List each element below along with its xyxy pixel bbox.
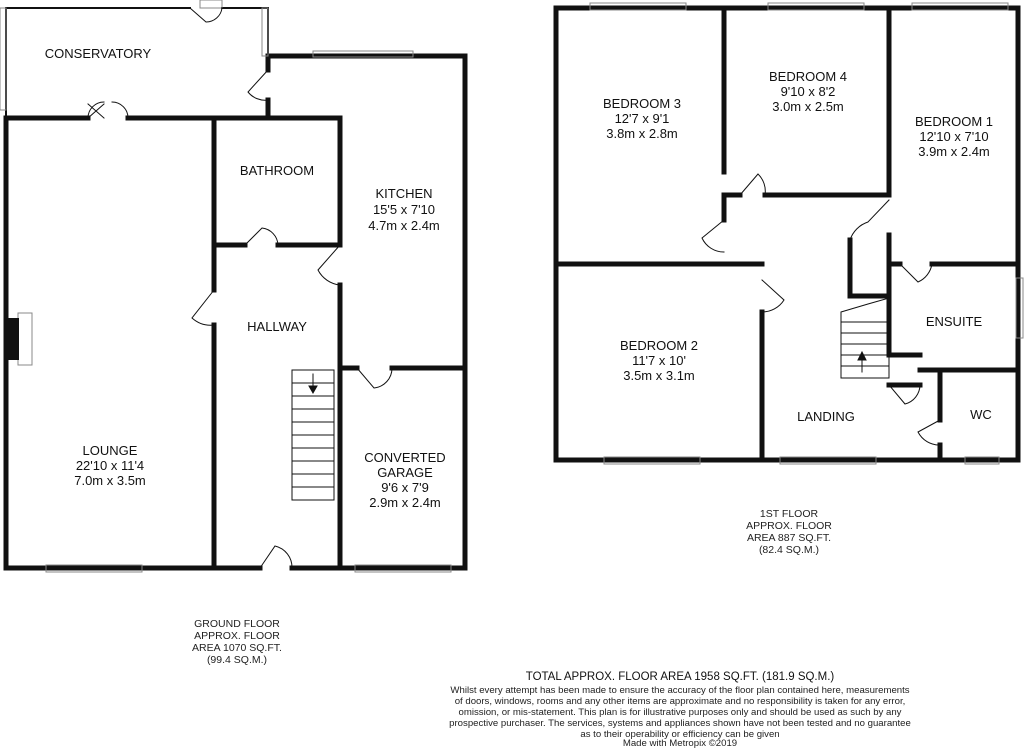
room-name-bathroom: BATHROOM bbox=[239, 163, 315, 178]
total-floor-area: TOTAL APPROX. FLOOR AREA 1958 SQ.FT. (181.9 SQ.M.) bbox=[525, 671, 835, 683]
fireplace bbox=[8, 318, 19, 360]
room-name-bedroom3: BEDROOM 3 bbox=[602, 96, 682, 111]
first-floor-caption bbox=[746, 508, 832, 556]
ground-caption-line2: APPROX. FLOOR bbox=[194, 630, 280, 642]
ground-floor-caption bbox=[192, 618, 282, 666]
first-caption-line1: 1ST FLOOR bbox=[759, 508, 819, 520]
room-name-lounge: LOUNGE bbox=[82, 443, 138, 458]
room-name-bedroom1: BEDROOM 1 bbox=[914, 114, 994, 129]
disclaimer-line2: of doors, windows, rooms and any other items are approximate and no responsibility is taken for any error, bbox=[454, 696, 906, 707]
ground-caption-line1: GROUND FLOOR bbox=[194, 618, 280, 630]
footer bbox=[449, 671, 911, 748]
room-dims-metric-bedroom3: 3.8m x 2.8m bbox=[606, 126, 678, 141]
room-dims-imperial-garage: 9'6 x 7'9 bbox=[381, 480, 429, 495]
room-dims-imperial-bedroom4: 9'10 x 8'2 bbox=[780, 84, 836, 99]
room-dims-imperial-bedroom3: 12'7 x 9'1 bbox=[614, 111, 670, 126]
first-caption-line4: (82.4 SQ.M.) bbox=[758, 544, 820, 556]
disclaimer-line1: Whilst every attempt has been made to ensure the accuracy of the floor plan contained here, measurements bbox=[450, 685, 910, 696]
first-caption-line2: APPROX. FLOOR bbox=[746, 520, 832, 532]
room-name-bedroom4: BEDROOM 4 bbox=[768, 69, 848, 84]
first-floor-doors bbox=[702, 174, 940, 445]
room-name-ensuite: ENSUITE bbox=[925, 314, 983, 329]
metropix-credit: Made with Metropix ©2019 bbox=[622, 738, 738, 748]
room-name-bedroom2: BEDROOM 2 bbox=[619, 338, 699, 353]
disclaimer-line5: as to their operability or efficiency can be given bbox=[580, 729, 780, 740]
room-dims-imperial-bedroom1: 12'10 x 7'10 bbox=[919, 129, 989, 144]
room-dims-imperial-bedroom2: 11'7 x 10' bbox=[632, 353, 686, 368]
room-name-garage-line2: GARAGE bbox=[377, 465, 433, 480]
ground-caption-line4: (99.4 SQ.M.) bbox=[206, 654, 268, 666]
room-name-garage-line1: CONVERTED bbox=[364, 450, 446, 465]
room-dims-imperial-lounge: 22'10 x 11'4 bbox=[75, 458, 145, 473]
room-name-landing: LANDING bbox=[797, 409, 855, 424]
room-dims-metric-bedroom4: 3.0m x 2.5m bbox=[772, 99, 844, 114]
first-floor-stairs bbox=[841, 298, 889, 378]
room-dims-metric-bedroom2: 3.5m x 3.1m bbox=[623, 368, 695, 383]
room-name-kitchen: KITCHEN bbox=[375, 186, 433, 201]
room-dims-imperial-kitchen: 15'5 x 7'10 bbox=[372, 202, 436, 217]
room-dims-metric-kitchen: 4.7m x 2.4m bbox=[368, 218, 440, 233]
room-name-hallway: HALLWAY bbox=[247, 319, 307, 334]
room-dims-metric-garage: 2.9m x 2.4m bbox=[369, 495, 441, 510]
room-name-conservatory: CONSERVATORY bbox=[44, 46, 152, 61]
room-dims-metric-bedroom1: 3.9m x 2.4m bbox=[918, 144, 990, 159]
ground-floor-stairs bbox=[292, 370, 334, 500]
first-caption-line3: AREA 887 SQ.FT. bbox=[746, 532, 832, 544]
ground-caption-line3: AREA 1070 SQ.FT. bbox=[192, 642, 282, 654]
conservatory-walls bbox=[6, 8, 268, 118]
disclaimer-line4: prospective purchaser. The services, systems and appliances shown have not been tested and no guarantee bbox=[449, 718, 911, 729]
room-dims-metric-lounge: 7.0m x 3.5m bbox=[74, 473, 146, 488]
room-name-wc: WC bbox=[970, 407, 992, 422]
disclaimer-line3: omission, or mis-statement. This plan is for illustrative purposes only and should be used as such by any bbox=[458, 707, 902, 718]
